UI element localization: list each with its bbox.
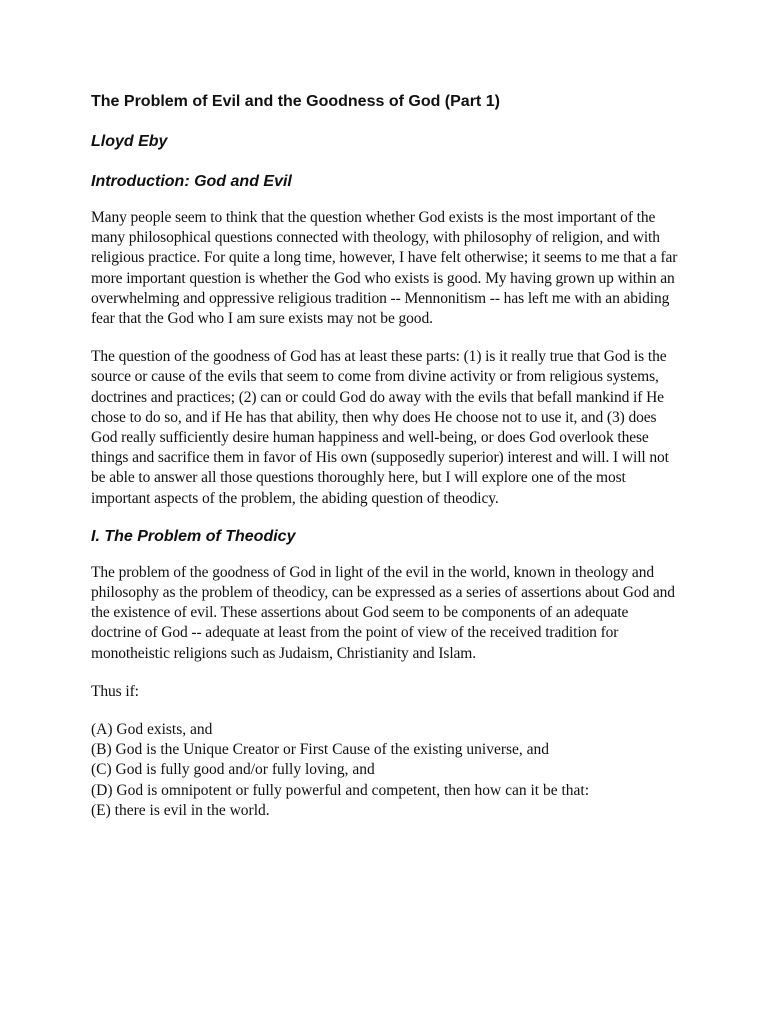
body-paragraph: Many people seem to think that the question whether God exists is the most important of the many philosophical questions connected with theology, with philosophy of religion, and with religious practice. For quite a long time, however, I have felt otherwise; it seems to me that a far more important question is whether the God who exists is good. My having grown up within an overwhelming and oppressive religious tradition -- Mennonitism -- has left me with an abiding fear that the God who I am sure exists may not be good. bbox=[91, 209, 678, 328]
body-paragraph: The question of the goodness of God has at least these parts: (1) is it really true that God is the source or cause of the evils that seem to come from divine activity or from religious systems, doctrines and practices; (2) can or could God do away with the evils that befall mankind if He chose to do so, and if He has that ability, then why does He choose not to use it, and (3) does God really sufficiently desire human happiness and well-being, or does God overlook these things and sacrifice them in favor of His own (supposedly superior) interest and will. I will not be able to answer all those questions thoroughly here, but I will explore one of the most important aspects of the problem, the abiding question of theodicy. bbox=[91, 348, 669, 507]
assertion-list bbox=[91, 720, 681, 821]
body-paragraph: The problem of the goodness of God in light of the evil in the world, known in theology and philosophy as the problem of theodicy, can be expressed as a series of assertions about God and the existence of evil. These assertions about God seem to be components of an adequate doctrine of God -- adequate at least from the point of view of the received tradition for monotheistic religions such as Judaism, Christianity and Islam. bbox=[91, 563, 675, 662]
list-item: (E) there is evil in the world. bbox=[91, 801, 270, 819]
list-item: (C) God is fully good and/or fully loving, and bbox=[91, 761, 375, 779]
document-title: The Problem of Evil and the Goodness of God (Part 1) bbox=[91, 93, 500, 110]
document-page bbox=[91, 92, 681, 821]
list-item: (A) God exists, and bbox=[91, 721, 213, 739]
list-item: (D) God is omnipotent or fully powerful and competent, then how can it be that: bbox=[91, 781, 590, 799]
section-heading-theodicy: I. The Problem of Theodicy bbox=[91, 527, 296, 545]
body-paragraph: Thus if: bbox=[91, 682, 139, 700]
list-item: (B) God is the Unique Creator or First Cause of the existing universe, and bbox=[91, 741, 550, 759]
document-author: Lloyd Eby bbox=[91, 133, 168, 150]
section-heading-introduction: Introduction: God and Evil bbox=[91, 173, 292, 190]
